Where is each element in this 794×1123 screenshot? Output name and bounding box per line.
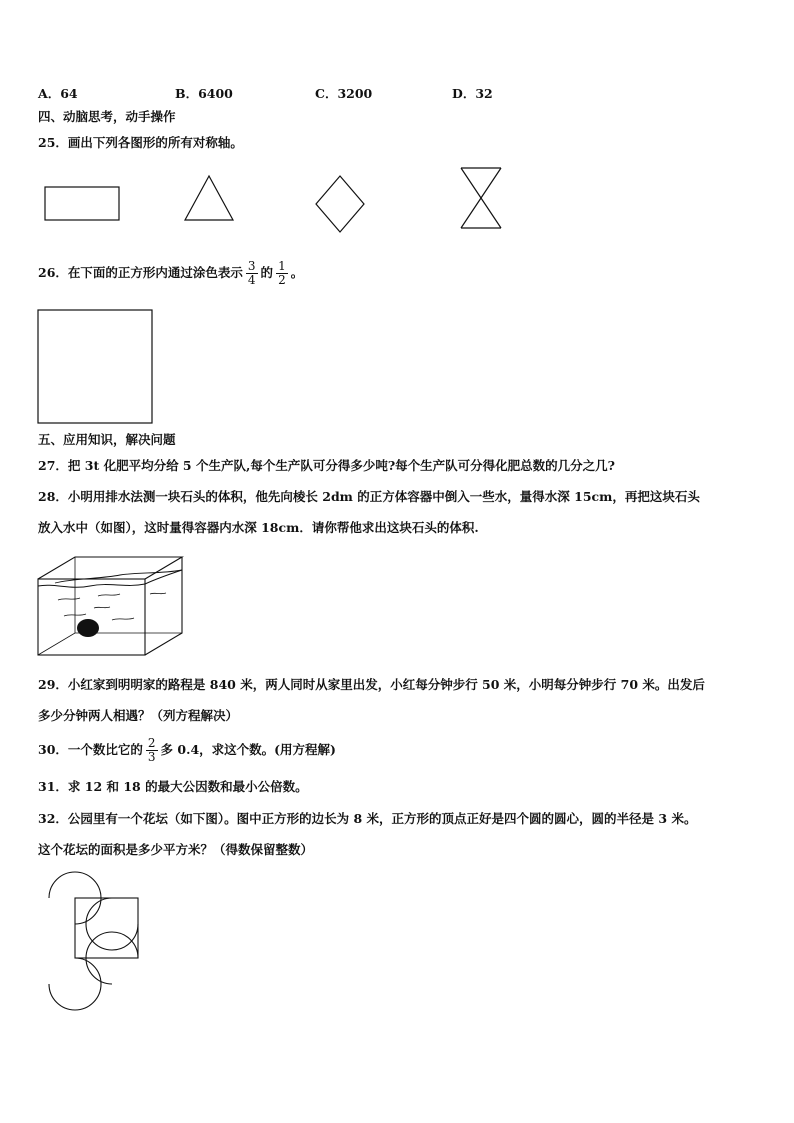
fraction-one-half [276, 260, 288, 287]
stone [77, 619, 99, 637]
question-29-line-2: 多少分钟两人相遇？（列方程解决） [38, 708, 239, 723]
question-25: 25．画出下列各图形的所有对称轴。 [38, 135, 243, 150]
fraction-numerator: 1 [278, 259, 286, 273]
question-32-line-2: 这个花坛的面积是多少平方米？（得数保留整数） [38, 842, 314, 857]
fraction-denominator: 3 [147, 750, 156, 764]
flower-bed-square [75, 898, 138, 958]
fraction-denominator: 2 [278, 273, 286, 287]
circle-bottom-left [49, 958, 101, 1010]
section-5-heading: 五、应用知识，解决问题 [38, 432, 176, 447]
circle-bottom-right [86, 932, 138, 984]
question-28-line-2: 放入水中（如图），这时量得容器内水深 18cm．请你帮他求出这块石头的体积. [38, 520, 479, 535]
question-29-line-1: 29．小红家到明明家的路程是 840 米，两人同时从家里出发，小红每分钟步行 50 米，小明每分钟步行 70 米。出发后 [38, 677, 705, 692]
q26-middle: 的 [260, 265, 274, 280]
question-28-line-1: 28．小明用排水法测一块石头的体积，他先向棱长 2dm 的正方体容器中倒入一些水，量得水深 15cm，再把这块石头 [38, 489, 700, 504]
question-32-line-1: 32．公园里有一个花坛（如下图）。图中正方形的边长为 8 米，正方形的顶点正好是四个圆的圆心，圆的半径是 3 米。 [38, 811, 697, 826]
fraction-two-thirds [146, 737, 158, 764]
option-a: A．64 [38, 86, 78, 101]
question-31: 31．求 12 和 18 的最大公因数和最小公倍数。 [38, 779, 308, 794]
question-27: 27．把 3t 化肥平均分给 5 个生产队,每个生产队可分得多少吨?每个生产队可分得化肥总数的几分之几? [38, 458, 615, 473]
hourglass-figure[interactable] [461, 168, 501, 228]
option-d: D．32 [452, 86, 493, 101]
fraction-numerator: 2 [147, 736, 156, 750]
option-b: B．6400 [175, 86, 233, 101]
q26-suffix: 。 [290, 265, 304, 280]
question-26 [38, 256, 303, 290]
triangle-figure[interactable] [185, 176, 233, 220]
fraction-three-quarters [246, 260, 258, 287]
option-c: C．3200 [315, 86, 373, 101]
fraction-numerator: 3 [247, 259, 256, 273]
q30-prefix: 30．一个数比它的 [38, 742, 143, 757]
rhombus-figure[interactable] [316, 176, 364, 232]
circle-top-left [49, 872, 101, 924]
q26-prefix: 26．在下面的正方形内通过涂色表示 [38, 265, 243, 280]
shading-square[interactable] [38, 310, 152, 423]
q30-suffix: 多 0.4，求这个数。(用方程解) [160, 742, 336, 757]
section-4-heading: 四、动脑思考，动手操作 [38, 109, 176, 124]
fraction-denominator: 4 [247, 273, 256, 287]
rectangle-figure[interactable] [45, 187, 119, 220]
question-30 [38, 733, 336, 767]
circle-top-right [86, 898, 138, 950]
